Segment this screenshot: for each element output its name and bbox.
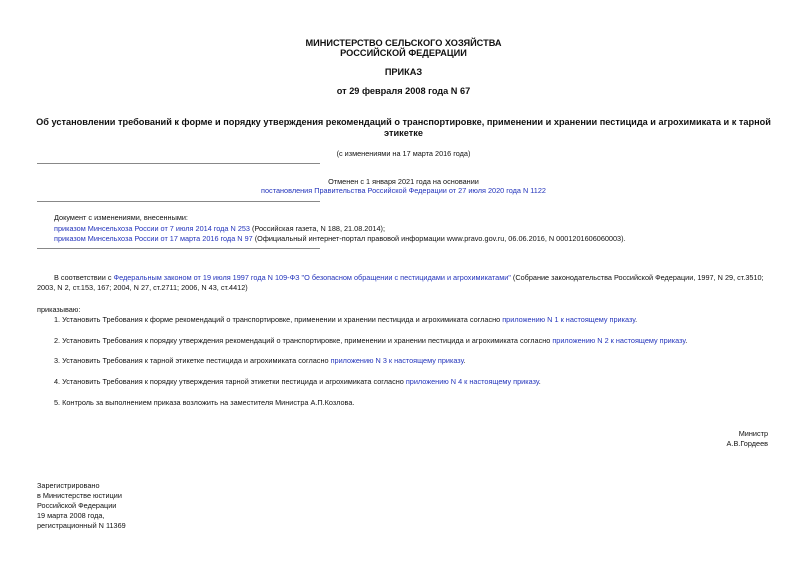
- preamble-line-2: 2003, N 2, ст.153, 167; 2004, N 27, ст.2711; 2006, N 43, ст.4412): [37, 283, 248, 292]
- point-text: 4. Установить Требования к порядку утверждения тарной этикетки пестицида и агрохимиката согласно: [54, 377, 406, 386]
- point-end: .: [635, 315, 638, 324]
- ministry-line-1: МИНИСТЕРСТВО СЕЛЬСКОГО ХОЗЯЙСТВА: [305, 38, 502, 48]
- point-text: 2. Установить Требования к порядку утверждения рекомендаций о транспортировке, применении и хранении пестицида и агрохимиката согласно: [54, 336, 553, 345]
- amendment-note: (с изменениями на 17 марта 2016 года): [336, 149, 471, 158]
- appendix-2-link[interactable]: приложению N 2 к настоящему приказу: [552, 336, 686, 345]
- federal-law-link[interactable]: Федеральным законом от 19 июля 1997 года N 109-ФЗ "О безопасном обращении с пестицидами и агрохимикатами": [113, 273, 511, 282]
- doc-date-number: от 29 февраля 2008 года N 67: [336, 86, 471, 96]
- point-1: [54, 315, 637, 325]
- registration-line: 19 марта 2008 года,: [37, 511, 105, 520]
- change-link-2[interactable]: приказом Минсельхоза России от 17 марта 2016 года N 97: [54, 234, 253, 243]
- appendix-3-link[interactable]: приложению N 3 к настоящему приказу: [330, 356, 464, 365]
- point-5: [54, 398, 354, 408]
- point-end: .: [685, 336, 688, 345]
- preamble-suffix: (Собрание законодательства Российской Федерации, 1997, N 29, ст.3510;: [510, 273, 764, 282]
- point-end: .: [538, 377, 541, 386]
- change-rest-1: (Российская газета, N 188, 21.08.2014);: [250, 224, 385, 233]
- divider: [37, 248, 320, 249]
- preamble-prefix: В соответствии с: [54, 273, 114, 282]
- title-line-2: этикетке: [384, 128, 423, 138]
- signature-position: Министр: [738, 429, 768, 438]
- point-text: 3. Установить Требования к тарной этикетке пестицида и агрохимиката согласно: [54, 356, 331, 365]
- ministry-line-2: РОССИЙСКОЙ ФЕДЕРАЦИИ: [340, 48, 467, 58]
- point-4: [54, 377, 541, 387]
- registration-line: регистрационный N 11369: [37, 521, 126, 530]
- change-rest-2: (Официальный интернет-портал правовой информации www.pravo.gov.ru, 06.06.2016, N 0001201606060003).: [252, 234, 626, 243]
- divider: [37, 201, 320, 202]
- appendix-1-link[interactable]: приложению N 1 к настоящему приказу: [502, 315, 636, 324]
- registration-line: в Министерстве юстиции: [37, 491, 122, 500]
- point-3: [54, 356, 466, 366]
- order-word: приказываю:: [37, 305, 81, 314]
- changes-intro: Документ с изменениями, внесенными:: [54, 213, 188, 222]
- signature-name: А.В.Гордеев: [726, 439, 768, 448]
- doc-type: ПРИКАЗ: [384, 67, 423, 77]
- point-2: [54, 336, 687, 346]
- registration-line: Российской Федерации: [37, 501, 117, 510]
- divider: [37, 163, 320, 164]
- appendix-4-link[interactable]: приложению N 4 к настоящему приказу: [405, 377, 539, 386]
- change-item: [54, 234, 626, 244]
- change-item: [54, 224, 385, 234]
- registration-line: Зарегистрировано: [37, 481, 100, 490]
- repeal-link[interactable]: постановления Правительства Российской Федерации от 27 июля 2020 года N 1122: [261, 186, 546, 195]
- point-end: .: [463, 356, 466, 365]
- title-line-1: Об установлении требований к форме и порядку утверждения рекомендаций о транспортировке, применении и хранении пестицида и агрохимиката и к тарной: [36, 117, 771, 127]
- repeal-text: Отменен с 1 января 2021 года на основании: [328, 177, 479, 186]
- point-text: 5. Контроль за выполнением приказа возложить на заместителя Министра А.П.Козлова.: [54, 398, 355, 407]
- preamble-line-1: [54, 273, 764, 283]
- point-text: 1. Установить Требования к форме рекомендаций о транспортировке, применении и хранении пестицида и агрохимиката согласно: [54, 315, 503, 324]
- change-link-1[interactable]: приказом Минсельхоза России от 7 июля 2014 года N 253: [54, 224, 250, 233]
